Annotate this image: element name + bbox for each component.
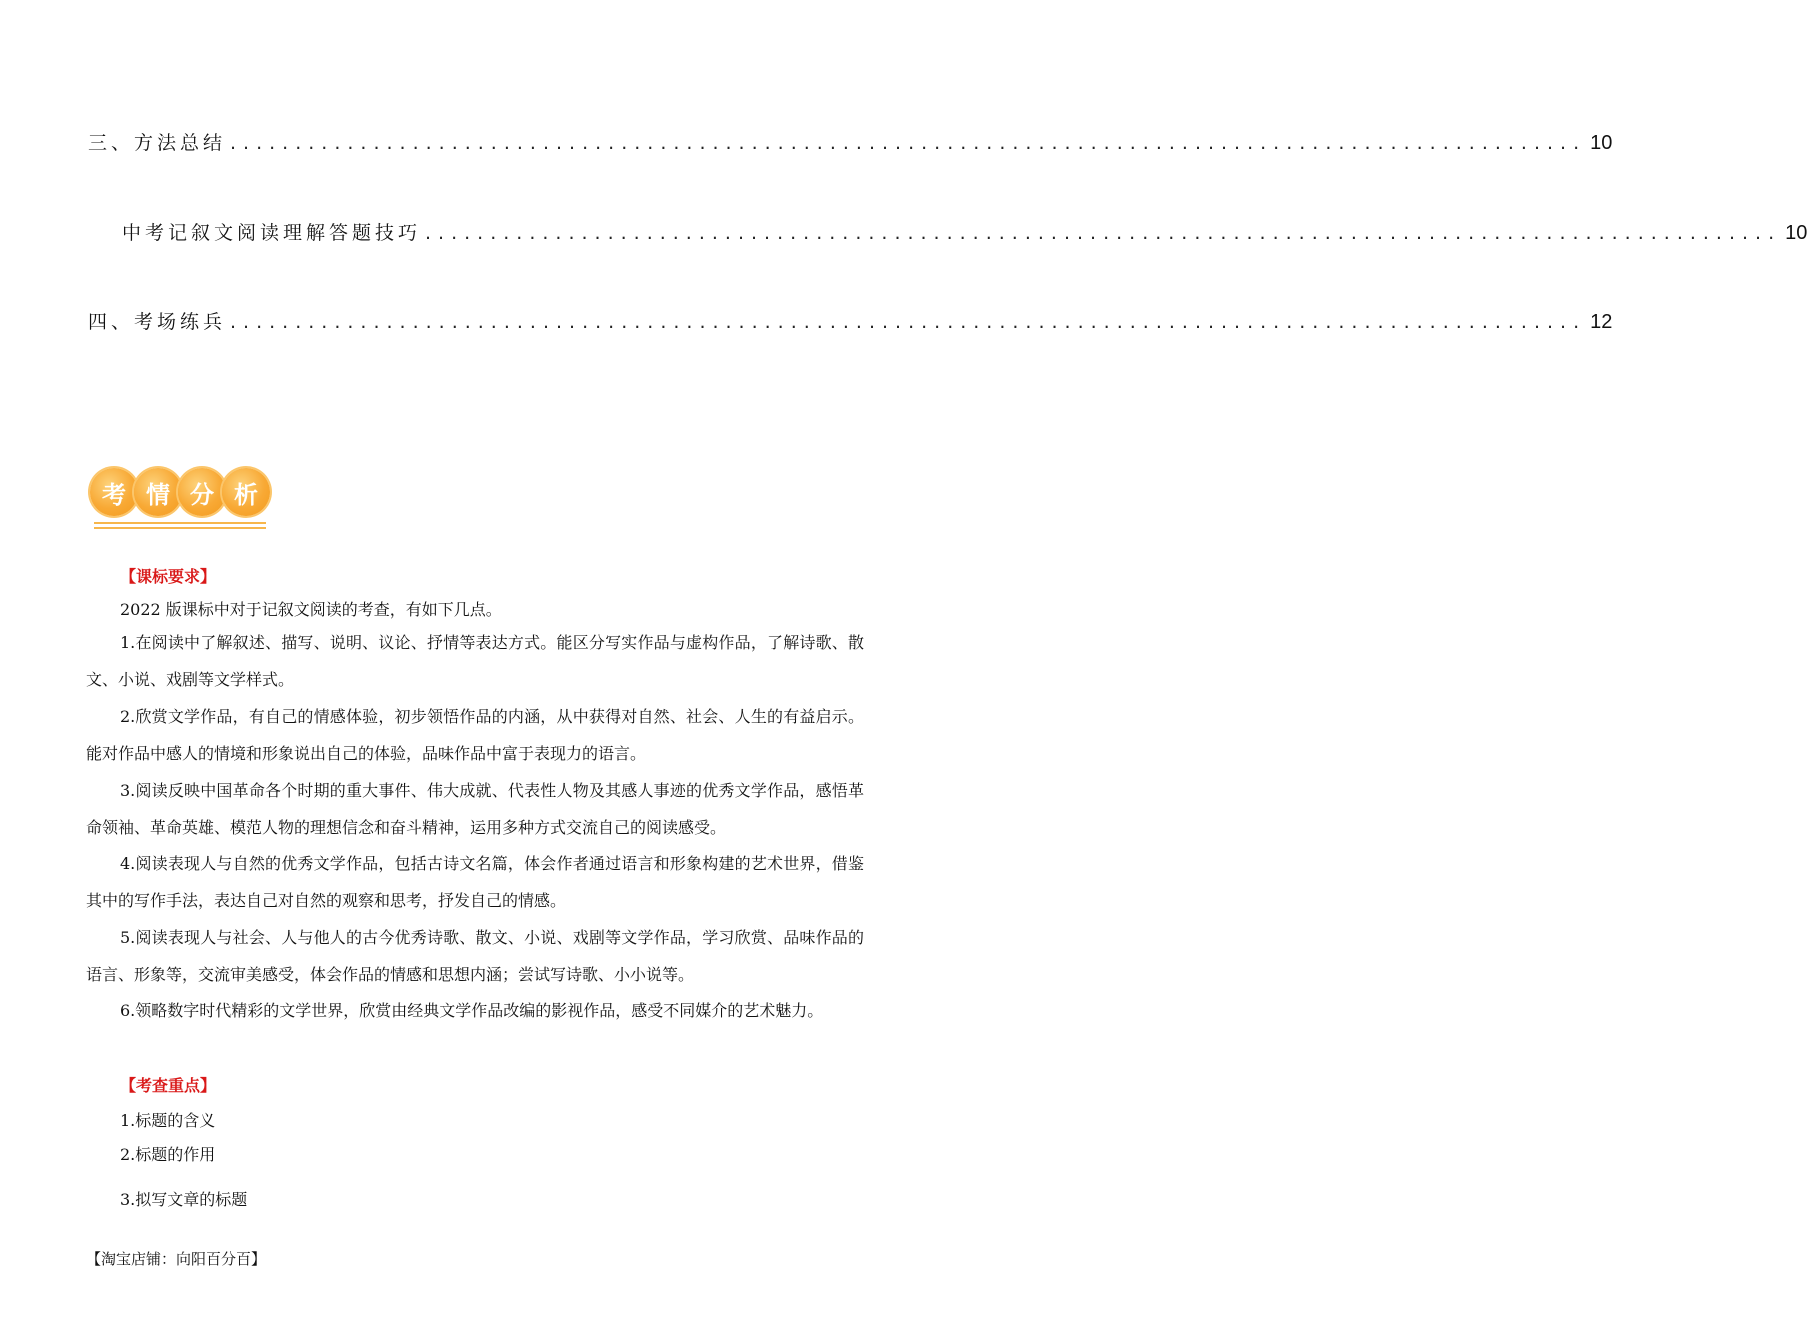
focus-item: 3.拟写文章的标题 bbox=[120, 1190, 248, 1209]
toc-entry[interactable] bbox=[88, 307, 1613, 334]
toc-entry[interactable] bbox=[122, 218, 1807, 245]
banner-char: 析 bbox=[222, 468, 270, 516]
requirement-item: 6.领略数字时代精彩的文学世界，欣赏由经典文学作品改编的影视作品，感受不同媒介的艺术魅力。 bbox=[120, 1001, 824, 1020]
section-heading: 【课标要求】 bbox=[120, 567, 217, 586]
requirement-item: 1.在阅读中了解叙述、描写、说明、议论、抒情等表达方式。能区分写实作品与虚构作品，了解诗歌、散文、小说、戏剧等文学样式。 bbox=[86, 633, 864, 689]
requirement-item: 2.欣赏文学作品，有自己的情感体验，初步领悟作品的内涵，从中获得对自然、社会、人生的有益启示。能对作品中感人的情境和形象说出自己的体验，品味作品中富于表现力的语言。 bbox=[86, 707, 864, 763]
banner-stripe bbox=[94, 527, 266, 529]
toc-entry-label: 中考记叙文阅读理解答题技巧 bbox=[122, 222, 422, 244]
toc-leader-dots: ........................................................................................................ bbox=[230, 311, 1587, 333]
toc-entry-label: 三、方法总结 bbox=[88, 132, 227, 154]
section-intro: 2022 版课标中对于记叙文阅读的考查，有如下几点。 bbox=[120, 600, 502, 619]
banner-char: 情 bbox=[134, 468, 182, 516]
toc-leader-dots: ........................................................................................................ bbox=[425, 222, 1782, 244]
focus-item: 1.标题的含义 bbox=[120, 1111, 216, 1130]
toc-entry[interactable] bbox=[88, 128, 1613, 155]
footer-shop-note: 【淘宝店铺：向阳百分百】 bbox=[86, 1250, 267, 1268]
toc-entry-page: 12 bbox=[1590, 311, 1613, 333]
toc-entry-label: 四、考场练兵 bbox=[88, 311, 227, 333]
requirement-item: 4.阅读表现人与自然的优秀文学作品，包括古诗文名篇，体会作者通过语言和形象构建的艺术世界，借鉴其中的写作手法，表达自己对自然的观察和思考，抒发自己的情感。 bbox=[86, 854, 864, 910]
toc-leader-dots: ........................................................................................................ bbox=[230, 132, 1587, 154]
banner-char: 分 bbox=[178, 468, 226, 516]
requirement-item: 3.阅读反映中国革命各个时期的重大事件、伟大成就、代表性人物及其感人事迹的优秀文学作品，感悟革命领袖、革命英雄、模范人物的理想信念和奋斗精神，运用多种方式交流自己的阅读感受。 bbox=[86, 781, 864, 837]
focus-item: 2.标题的作用 bbox=[120, 1145, 216, 1164]
section-banner bbox=[88, 468, 270, 534]
banner-char: 考 bbox=[90, 468, 138, 516]
section-heading: 【考查重点】 bbox=[120, 1076, 217, 1095]
toc-entry-page: 10 bbox=[1785, 222, 1807, 244]
requirement-item: 5.阅读表现人与社会、人与他人的古今优秀诗歌、散文、小说、戏剧等文学作品，学习欣赏、品味作品的语言、形象等，交流审美感受，体会作品的情感和思想内涵；尝试写诗歌、小小说等。 bbox=[86, 928, 864, 984]
banner-stripe bbox=[94, 522, 266, 524]
toc-entry-page: 10 bbox=[1590, 132, 1613, 154]
